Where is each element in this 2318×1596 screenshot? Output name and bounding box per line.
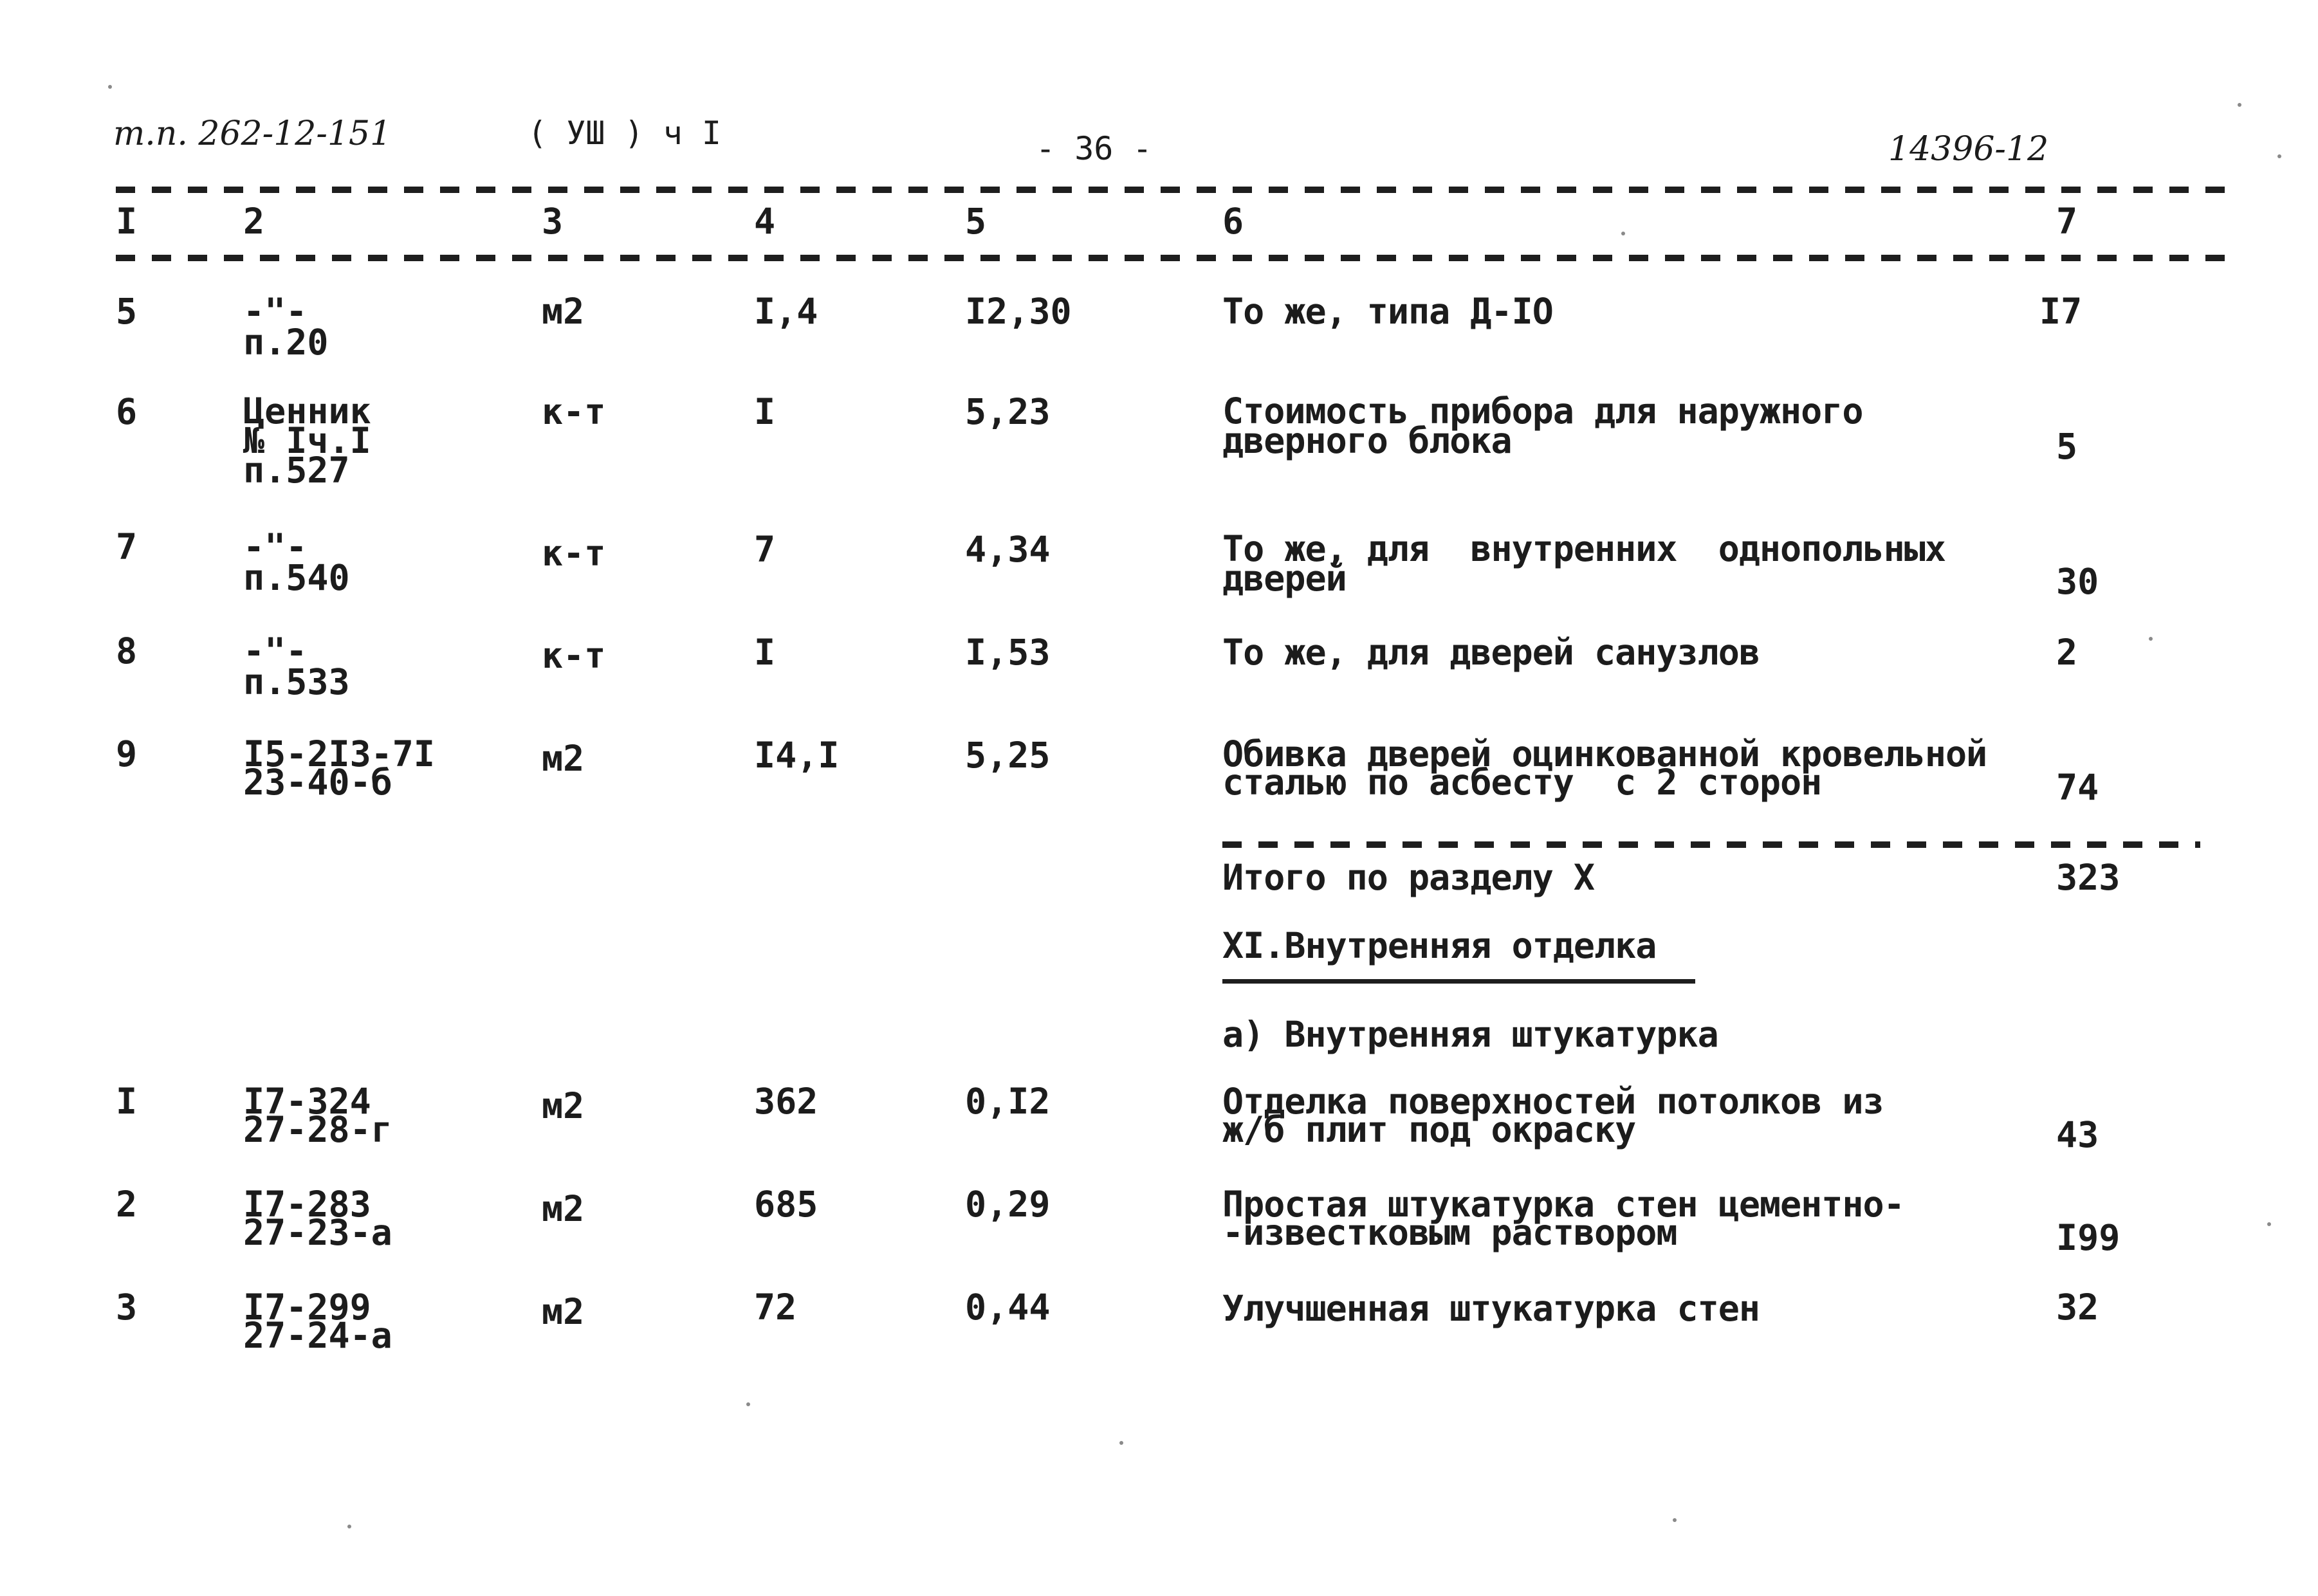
total: 30 xyxy=(2056,561,2099,602)
unit: м2 xyxy=(542,1291,585,1332)
description: То же, для внутренних однопольных дверей xyxy=(1222,528,1945,599)
header-bottom-rule xyxy=(116,255,2226,261)
description: Улучшенная штукатурка стен xyxy=(1222,1288,1760,1329)
row-number: 7 xyxy=(116,526,138,567)
total: I7 xyxy=(2039,291,2083,332)
scan-speck xyxy=(2238,103,2241,107)
section-number: ( УШ ) ч I xyxy=(528,115,722,152)
row-number: 2 xyxy=(116,1184,138,1225)
project-number: т.п. 262-12-151 xyxy=(113,115,392,153)
quantity: 72 xyxy=(754,1287,797,1328)
unit-price: 5,25 xyxy=(965,735,1051,776)
norm-code: Ценник № Iч.I п.527 xyxy=(243,390,371,491)
scan-speck xyxy=(2277,154,2281,158)
unit-price: 4,34 xyxy=(965,529,1051,570)
scan-speck xyxy=(1673,1518,1677,1522)
col-header-6: 6 xyxy=(1222,201,1244,242)
archive-number: 14396-12 xyxy=(1888,130,2049,169)
norm-code: I7-324 27-28-г xyxy=(243,1081,392,1150)
norm-code: -"- п.540 xyxy=(243,526,350,598)
unit-price: I2,30 xyxy=(965,291,1072,332)
row-number: 9 xyxy=(116,733,138,775)
col-header-1: I xyxy=(116,201,138,242)
section-title: XI.Внутренняя отделка xyxy=(1222,925,1657,966)
norm-code: I7-283 27-23-а xyxy=(243,1184,392,1253)
col-header-7: 7 xyxy=(2056,201,2078,242)
unit-price: 0,44 xyxy=(965,1287,1051,1328)
page-number: - 36 - xyxy=(1036,130,1152,167)
subtotal-rule xyxy=(1222,841,2200,848)
unit-price: 5,23 xyxy=(965,391,1051,432)
row-number: 8 xyxy=(116,630,138,672)
scan-speck xyxy=(2149,637,2153,641)
col-header-2: 2 xyxy=(243,201,265,242)
total: I99 xyxy=(2056,1217,2120,1258)
scan-speck xyxy=(2267,1222,2271,1226)
scan-speck xyxy=(1621,232,1625,235)
description: Стоимость прибора для наружного дверного блока xyxy=(1222,390,1863,461)
quantity: I xyxy=(754,391,776,432)
quantity: 362 xyxy=(754,1081,818,1122)
total: 32 xyxy=(2056,1287,2099,1328)
total: 43 xyxy=(2056,1114,2099,1155)
scan-speck xyxy=(347,1525,351,1528)
description: Обивка дверей оцинкованной кровельной сталью по асбесту с 2 сторон xyxy=(1222,733,1987,803)
col-header-5: 5 xyxy=(965,201,987,242)
row-number: 6 xyxy=(116,391,138,432)
row-number: 5 xyxy=(116,291,138,332)
total: 74 xyxy=(2056,767,2099,808)
col-header-4: 4 xyxy=(754,201,776,242)
unit: м2 xyxy=(542,1188,585,1229)
quantity: I xyxy=(754,632,776,673)
unit-price: I,53 xyxy=(965,632,1051,673)
row-number: 3 xyxy=(116,1287,138,1328)
norm-code: -"- п.20 xyxy=(243,291,329,363)
quantity: 685 xyxy=(754,1184,818,1225)
total: 2 xyxy=(2056,632,2078,673)
col-header-3: 3 xyxy=(542,201,564,242)
description: Простая штукатурка стен цементно- -известковым раствором xyxy=(1222,1184,1904,1253)
norm-code: I7-299 27-24-а xyxy=(243,1287,392,1356)
description: Отделка поверхностей потолков из ж/б плит под окраску xyxy=(1222,1081,1884,1150)
scan-speck xyxy=(1119,1441,1123,1445)
section-title-underline xyxy=(1222,979,1695,984)
unit: м2 xyxy=(542,1085,585,1126)
unit-price: 0,I2 xyxy=(965,1081,1051,1122)
norm-code: -"- п.533 xyxy=(243,630,350,702)
subtotal-total: 323 xyxy=(2056,857,2120,898)
subsection-title: а) Внутренняя штукатурка xyxy=(1222,1014,1718,1055)
row-number: I xyxy=(116,1081,138,1122)
unit: м2 xyxy=(542,291,585,332)
unit: к-т xyxy=(542,533,606,574)
total: 5 xyxy=(2056,426,2078,467)
description: То же, типа Д-IО xyxy=(1222,291,1553,332)
subtotal-label: Итого по разделу X xyxy=(1222,857,1595,898)
unit: к-т xyxy=(542,391,606,432)
scan-speck xyxy=(746,1402,750,1406)
norm-code: I5-2I3-7I 23-40-б xyxy=(243,733,436,803)
quantity: I,4 xyxy=(754,291,818,332)
unit: м2 xyxy=(542,738,585,779)
description: То же, для дверей санузлов xyxy=(1222,632,1760,673)
scan-speck xyxy=(108,85,112,89)
unit-price: 0,29 xyxy=(965,1184,1051,1225)
header-top-rule xyxy=(116,187,2226,193)
quantity: 7 xyxy=(754,529,776,570)
quantity: I4,I xyxy=(754,735,840,776)
unit: к-т xyxy=(542,635,606,676)
